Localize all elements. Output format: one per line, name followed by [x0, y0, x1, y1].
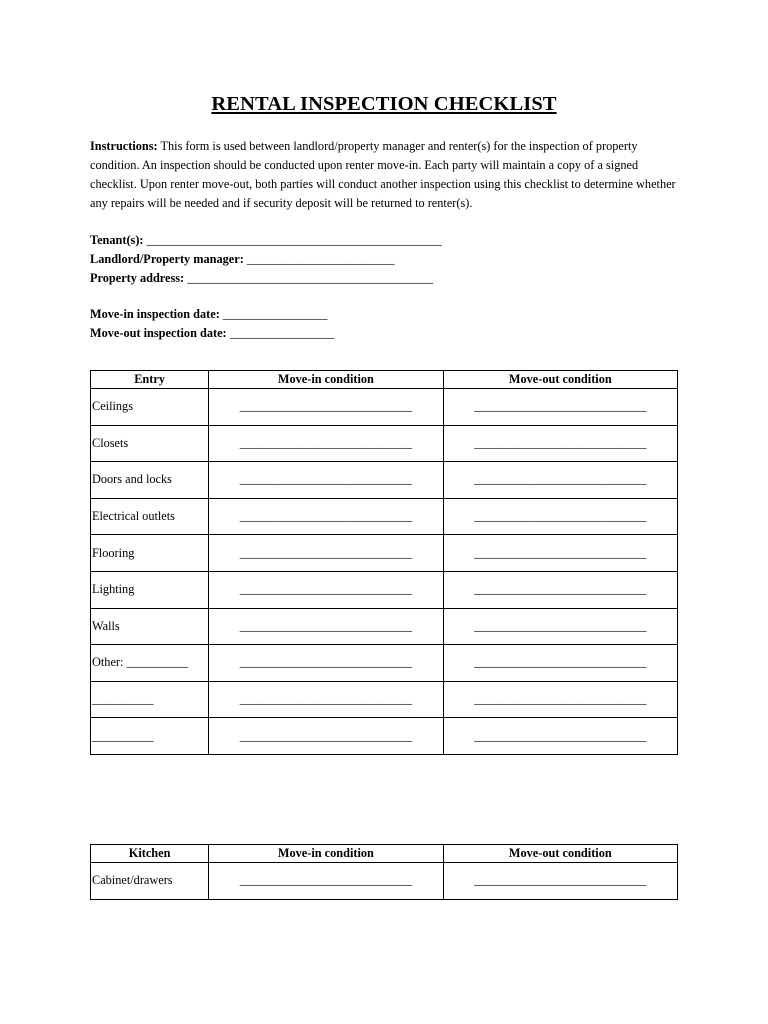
move-out-header: Move-out condition: [443, 845, 677, 863]
move-out-blank[interactable]: ____________________________: [443, 718, 677, 755]
table-header-row: [91, 845, 678, 863]
move-out-blank[interactable]: ____________________________: [443, 645, 677, 682]
table-row: [91, 718, 678, 755]
manager-line[interactable]: ________________________: [243, 252, 395, 266]
movein-date-label: Move-in inspection date:: [90, 307, 220, 321]
move-in-blank[interactable]: ____________________________: [209, 645, 443, 682]
table-row: [91, 608, 678, 645]
instructions-text: This form is used between landlord/property manager and renter(s) for the inspection of property condition. An inspection should be conducted upon renter move-in. Each party will maintain a copy of a signed checklist. Upon renter move-out, both parties will conduct another inspection using this checklist to determine whether any repairs will be needed and if security deposit will be returned to renter(s).: [90, 139, 676, 210]
move-in-blank[interactable]: ____________________________: [209, 462, 443, 499]
move-in-blank[interactable]: ____________________________: [209, 425, 443, 462]
table-row: [91, 645, 678, 682]
row-label: Lighting: [91, 571, 209, 608]
table-header-row: [91, 371, 678, 389]
entry-checklist-table: [90, 370, 678, 755]
table-row: [91, 681, 678, 718]
moveout-date-label: Move-out inspection date:: [90, 326, 227, 340]
move-out-blank[interactable]: ____________________________: [443, 571, 677, 608]
tenant-field[interactable]: [90, 231, 442, 250]
table-row: [91, 425, 678, 462]
row-label: Ceilings: [91, 389, 209, 426]
move-out-header: Move-out condition: [443, 371, 677, 389]
kitchen-checklist-table: [90, 844, 678, 900]
move-in-blank[interactable]: ____________________________: [209, 863, 443, 900]
kitchen-header: Kitchen: [91, 845, 209, 863]
table-row: [91, 863, 678, 900]
manager-label: Landlord/Property manager:: [90, 252, 244, 266]
moveout-date-line[interactable]: _________________: [226, 326, 335, 340]
party-fields: [90, 231, 442, 288]
table-row: [91, 571, 678, 608]
move-in-blank[interactable]: ____________________________: [209, 571, 443, 608]
row-label: __________: [91, 681, 209, 718]
moveout-date-field[interactable]: [90, 324, 334, 343]
move-in-header: Move-in condition: [209, 845, 443, 863]
row-label: __________: [91, 718, 209, 755]
row-label: Doors and locks: [91, 462, 209, 499]
move-out-blank[interactable]: ____________________________: [443, 498, 677, 535]
table-row: [91, 498, 678, 535]
manager-field[interactable]: [90, 250, 442, 269]
move-in-blank[interactable]: ____________________________: [209, 535, 443, 572]
instructions-label: Instructions:: [90, 139, 158, 153]
move-in-blank[interactable]: ____________________________: [209, 389, 443, 426]
address-field[interactable]: [90, 269, 442, 288]
address-label: Property address:: [90, 271, 185, 285]
move-in-header: Move-in condition: [209, 371, 443, 389]
move-in-blank[interactable]: ____________________________: [209, 498, 443, 535]
table-row: [91, 462, 678, 499]
movein-date-field[interactable]: [90, 305, 334, 324]
move-out-blank[interactable]: ____________________________: [443, 535, 677, 572]
tenant-label: Tenant(s):: [90, 233, 144, 247]
table-row: [91, 535, 678, 572]
move-out-blank[interactable]: ____________________________: [443, 608, 677, 645]
row-label: Other: __________: [91, 645, 209, 682]
address-line[interactable]: ________________________________________: [184, 271, 434, 285]
move-out-blank[interactable]: ____________________________: [443, 389, 677, 426]
instructions-paragraph: [90, 137, 680, 213]
row-label: Closets: [91, 425, 209, 462]
move-out-blank[interactable]: ____________________________: [443, 425, 677, 462]
tenant-line[interactable]: ________________________________________________: [143, 233, 442, 247]
move-in-blank[interactable]: ____________________________: [209, 608, 443, 645]
date-fields: [90, 305, 334, 343]
move-in-blank[interactable]: ____________________________: [209, 681, 443, 718]
row-label: Flooring: [91, 535, 209, 572]
move-out-blank[interactable]: ____________________________: [443, 462, 677, 499]
row-label: Walls: [91, 608, 209, 645]
page-title: RENTAL INSPECTION CHECKLIST: [211, 93, 557, 115]
row-label: Electrical outlets: [91, 498, 209, 535]
move-in-blank[interactable]: ____________________________: [209, 718, 443, 755]
move-out-blank[interactable]: ____________________________: [443, 681, 677, 718]
table-row: [91, 389, 678, 426]
movein-date-line[interactable]: _________________: [219, 307, 328, 321]
entry-header: Entry: [91, 371, 209, 389]
row-label: Cabinet/drawers: [91, 863, 209, 900]
move-out-blank[interactable]: ____________________________: [443, 863, 677, 900]
